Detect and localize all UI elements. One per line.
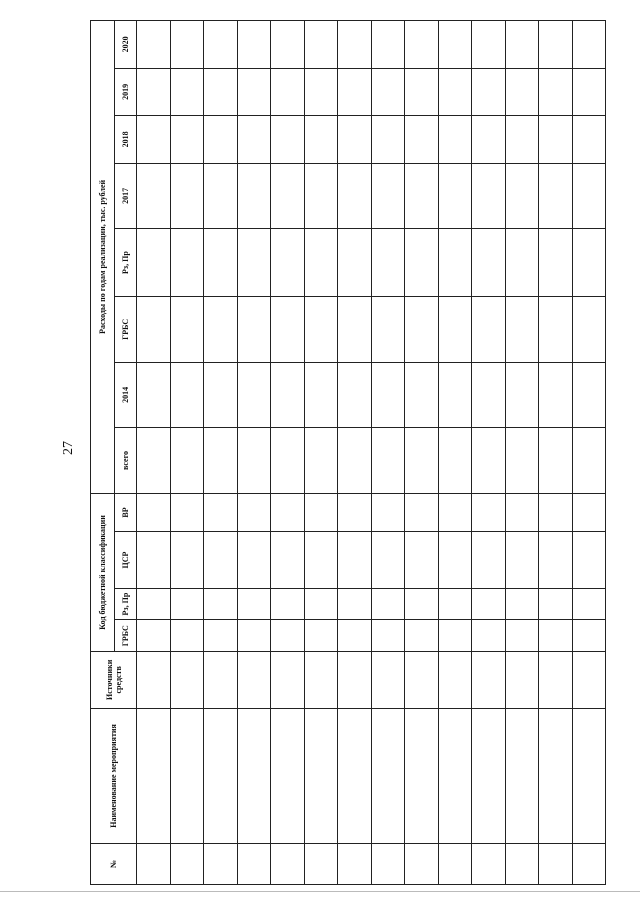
cell-y2018 (539, 116, 573, 163)
cell-total (170, 428, 204, 494)
cell-source (472, 652, 506, 709)
cell-vr (472, 493, 506, 531)
cell-y2018 (405, 116, 439, 163)
header-expenses: Расходы по годам реализации, тыс. рублей (91, 21, 115, 494)
cell-csr (170, 532, 204, 589)
header-name: Наименование мероприятия (91, 708, 137, 844)
cell-num (304, 844, 338, 885)
cell-total (137, 428, 171, 494)
cell-csr (338, 532, 372, 589)
cell-vr (572, 493, 606, 531)
cell-num (371, 844, 405, 885)
cell-y2019 (405, 68, 439, 115)
cell-y2015 (338, 297, 372, 363)
cell-csr (137, 532, 171, 589)
cell-csr (572, 532, 606, 589)
cell-y2018 (271, 116, 305, 163)
header-2019: 2019 (115, 68, 137, 115)
cell-source (338, 652, 372, 709)
cell-source (137, 652, 171, 709)
cell-source (505, 652, 539, 709)
cell-y2019 (271, 68, 305, 115)
cell-y2019 (438, 68, 472, 115)
cell-y2016 (304, 229, 338, 297)
table-row (204, 21, 238, 885)
cell-y2018 (472, 116, 506, 163)
table-row (271, 21, 305, 885)
cell-rzpr (438, 588, 472, 620)
cell-name (271, 708, 305, 844)
cell-y2020 (572, 21, 606, 69)
header-2018: 2018 (115, 116, 137, 163)
cell-csr (405, 532, 439, 589)
cell-csr (237, 532, 271, 589)
cell-name (572, 708, 606, 844)
cell-num (137, 844, 171, 885)
cell-y2019 (137, 68, 171, 115)
cell-rzpr (405, 588, 439, 620)
cell-rzpr (137, 588, 171, 620)
cell-csr (271, 532, 305, 589)
cell-grbs (271, 620, 305, 652)
cell-y2015 (505, 297, 539, 363)
cell-y2018 (204, 116, 238, 163)
cell-y2014 (472, 362, 506, 428)
table-row (137, 21, 171, 885)
header-grbs: ГРБС (115, 620, 137, 652)
cell-name (304, 708, 338, 844)
table-row (304, 21, 338, 885)
cell-y2017 (539, 163, 573, 229)
cell-y2016 (405, 229, 439, 297)
budget-table (90, 20, 606, 885)
cell-total (304, 428, 338, 494)
cell-y2017 (170, 163, 204, 229)
cell-source (572, 652, 606, 709)
cell-total (271, 428, 305, 494)
cell-y2018 (505, 116, 539, 163)
header-2015: ГРБС (115, 297, 137, 363)
cell-num (271, 844, 305, 885)
cell-total (338, 428, 372, 494)
cell-y2020 (271, 21, 305, 69)
cell-y2015 (438, 297, 472, 363)
cell-source (237, 652, 271, 709)
cell-grbs (438, 620, 472, 652)
cell-y2014 (572, 362, 606, 428)
cell-y2017 (505, 163, 539, 229)
cell-y2016 (338, 229, 372, 297)
cell-vr (304, 493, 338, 531)
cell-y2014 (438, 362, 472, 428)
cell-y2015 (204, 297, 238, 363)
table-row (572, 21, 606, 885)
cell-y2017 (371, 163, 405, 229)
header-num: № (91, 844, 137, 885)
cell-y2020 (371, 21, 405, 69)
header-total: всего (115, 428, 137, 494)
cell-source (204, 652, 238, 709)
rotated-table-container (80, 0, 616, 905)
cell-y2020 (204, 21, 238, 69)
cell-y2019 (472, 68, 506, 115)
cell-y2014 (338, 362, 372, 428)
table-row (170, 21, 204, 885)
cell-y2020 (539, 21, 573, 69)
cell-total (472, 428, 506, 494)
cell-y2016 (170, 229, 204, 297)
cell-source (438, 652, 472, 709)
cell-num (405, 844, 439, 885)
cell-y2020 (438, 21, 472, 69)
cell-num (204, 844, 238, 885)
cell-vr (371, 493, 405, 531)
cell-rzpr (371, 588, 405, 620)
cell-rzpr (472, 588, 506, 620)
cell-vr (170, 493, 204, 531)
cell-vr (271, 493, 305, 531)
cell-num (170, 844, 204, 885)
cell-y2015 (271, 297, 305, 363)
cell-grbs (371, 620, 405, 652)
cell-y2015 (304, 297, 338, 363)
cell-y2015 (137, 297, 171, 363)
header-rzpr: Рз, Пр (115, 588, 137, 620)
cell-y2017 (137, 163, 171, 229)
cell-y2014 (371, 362, 405, 428)
table-row (539, 21, 573, 885)
cell-vr (204, 493, 238, 531)
cell-vr (405, 493, 439, 531)
cell-source (371, 652, 405, 709)
cell-csr (539, 532, 573, 589)
cell-source (170, 652, 204, 709)
header-code: Код бюджетной классификации (91, 493, 115, 651)
cell-y2020 (472, 21, 506, 69)
cell-y2020 (137, 21, 171, 69)
cell-y2020 (405, 21, 439, 69)
cell-csr (472, 532, 506, 589)
cell-y2016 (371, 229, 405, 297)
header-vr: ВР (115, 493, 137, 531)
cell-y2014 (204, 362, 238, 428)
cell-y2020 (338, 21, 372, 69)
cell-csr (204, 532, 238, 589)
cell-y2017 (237, 163, 271, 229)
cell-csr (304, 532, 338, 589)
cell-y2019 (304, 68, 338, 115)
cell-csr (438, 532, 472, 589)
cell-name (371, 708, 405, 844)
table-row (405, 21, 439, 885)
cell-y2014 (237, 362, 271, 428)
cell-y2016 (137, 229, 171, 297)
cell-y2017 (438, 163, 472, 229)
cell-total (405, 428, 439, 494)
cell-y2015 (170, 297, 204, 363)
header-2014: 2014 (115, 362, 137, 428)
cell-y2020 (304, 21, 338, 69)
cell-name (237, 708, 271, 844)
cell-name (505, 708, 539, 844)
cell-name (137, 708, 171, 844)
cell-y2016 (472, 229, 506, 297)
cell-y2020 (237, 21, 271, 69)
cell-rzpr (271, 588, 305, 620)
table-row (371, 21, 405, 885)
cell-rzpr (170, 588, 204, 620)
cell-y2017 (472, 163, 506, 229)
cell-y2019 (539, 68, 573, 115)
cell-source (304, 652, 338, 709)
cell-name (170, 708, 204, 844)
table-header (91, 21, 137, 885)
cell-y2018 (338, 116, 372, 163)
cell-vr (338, 493, 372, 531)
cell-y2019 (338, 68, 372, 115)
cell-y2015 (237, 297, 271, 363)
cell-y2016 (271, 229, 305, 297)
cell-vr (137, 493, 171, 531)
cell-grbs (137, 620, 171, 652)
cell-num (572, 844, 606, 885)
table-row (338, 21, 372, 885)
table-row (505, 21, 539, 885)
cell-grbs (170, 620, 204, 652)
cell-y2018 (572, 116, 606, 163)
cell-y2014 (539, 362, 573, 428)
cell-grbs (472, 620, 506, 652)
table-row (237, 21, 271, 885)
header-2017: 2017 (115, 163, 137, 229)
cell-source (539, 652, 573, 709)
cell-y2014 (405, 362, 439, 428)
cell-y2018 (438, 116, 472, 163)
cell-num (505, 844, 539, 885)
cell-total (204, 428, 238, 494)
cell-total (237, 428, 271, 494)
cell-name (204, 708, 238, 844)
cell-y2019 (572, 68, 606, 115)
cell-name (438, 708, 472, 844)
cell-y2019 (170, 68, 204, 115)
cell-rzpr (237, 588, 271, 620)
cell-y2017 (204, 163, 238, 229)
cell-y2019 (505, 68, 539, 115)
cell-y2017 (405, 163, 439, 229)
cell-y2015 (405, 297, 439, 363)
cell-y2014 (170, 362, 204, 428)
cell-y2018 (237, 116, 271, 163)
page-number: 27 (61, 441, 76, 455)
cell-num (472, 844, 506, 885)
cell-y2018 (170, 116, 204, 163)
header-2020: 2020 (115, 21, 137, 69)
cell-total (438, 428, 472, 494)
cell-y2020 (505, 21, 539, 69)
cell-num (237, 844, 271, 885)
cell-total (505, 428, 539, 494)
cell-y2017 (572, 163, 606, 229)
cell-y2015 (539, 297, 573, 363)
cell-grbs (405, 620, 439, 652)
cell-grbs (572, 620, 606, 652)
cell-y2016 (438, 229, 472, 297)
cell-y2015 (371, 297, 405, 363)
cell-name (539, 708, 573, 844)
cell-total (371, 428, 405, 494)
cell-vr (438, 493, 472, 531)
cell-y2017 (338, 163, 372, 229)
table-body (137, 21, 606, 885)
cell-rzpr (304, 588, 338, 620)
header-csr: ЦСР (115, 532, 137, 589)
cell-y2020 (170, 21, 204, 69)
cell-y2017 (271, 163, 305, 229)
cell-total (539, 428, 573, 494)
cell-y2019 (237, 68, 271, 115)
cell-csr (371, 532, 405, 589)
cell-rzpr (572, 588, 606, 620)
cell-vr (237, 493, 271, 531)
cell-y2014 (271, 362, 305, 428)
cell-name (405, 708, 439, 844)
cell-name (338, 708, 372, 844)
cell-vr (505, 493, 539, 531)
cell-y2016 (539, 229, 573, 297)
cell-y2015 (572, 297, 606, 363)
cell-y2014 (505, 362, 539, 428)
cell-y2019 (204, 68, 238, 115)
cell-y2014 (137, 362, 171, 428)
cell-total (572, 428, 606, 494)
cell-y2018 (371, 116, 405, 163)
cell-y2016 (204, 229, 238, 297)
cell-grbs (204, 620, 238, 652)
cell-y2019 (371, 68, 405, 115)
cell-grbs (338, 620, 372, 652)
cell-y2015 (472, 297, 506, 363)
header-sources: Источники средств (91, 652, 137, 709)
cell-name (472, 708, 506, 844)
header-2016: Рз, Пр (115, 229, 137, 297)
table-row (472, 21, 506, 885)
cell-grbs (237, 620, 271, 652)
cell-y2018 (137, 116, 171, 163)
cell-y2016 (572, 229, 606, 297)
cell-grbs (505, 620, 539, 652)
cell-y2017 (304, 163, 338, 229)
cell-num (438, 844, 472, 885)
cell-num (338, 844, 372, 885)
cell-rzpr (505, 588, 539, 620)
cell-source (271, 652, 305, 709)
cell-vr (539, 493, 573, 531)
cell-y2016 (237, 229, 271, 297)
cell-y2014 (304, 362, 338, 428)
table-row (438, 21, 472, 885)
cell-y2018 (304, 116, 338, 163)
cell-num (539, 844, 573, 885)
cell-grbs (539, 620, 573, 652)
cell-rzpr (204, 588, 238, 620)
cell-grbs (304, 620, 338, 652)
cell-y2016 (505, 229, 539, 297)
cell-rzpr (338, 588, 372, 620)
cell-rzpr (539, 588, 573, 620)
cell-csr (505, 532, 539, 589)
cell-source (405, 652, 439, 709)
